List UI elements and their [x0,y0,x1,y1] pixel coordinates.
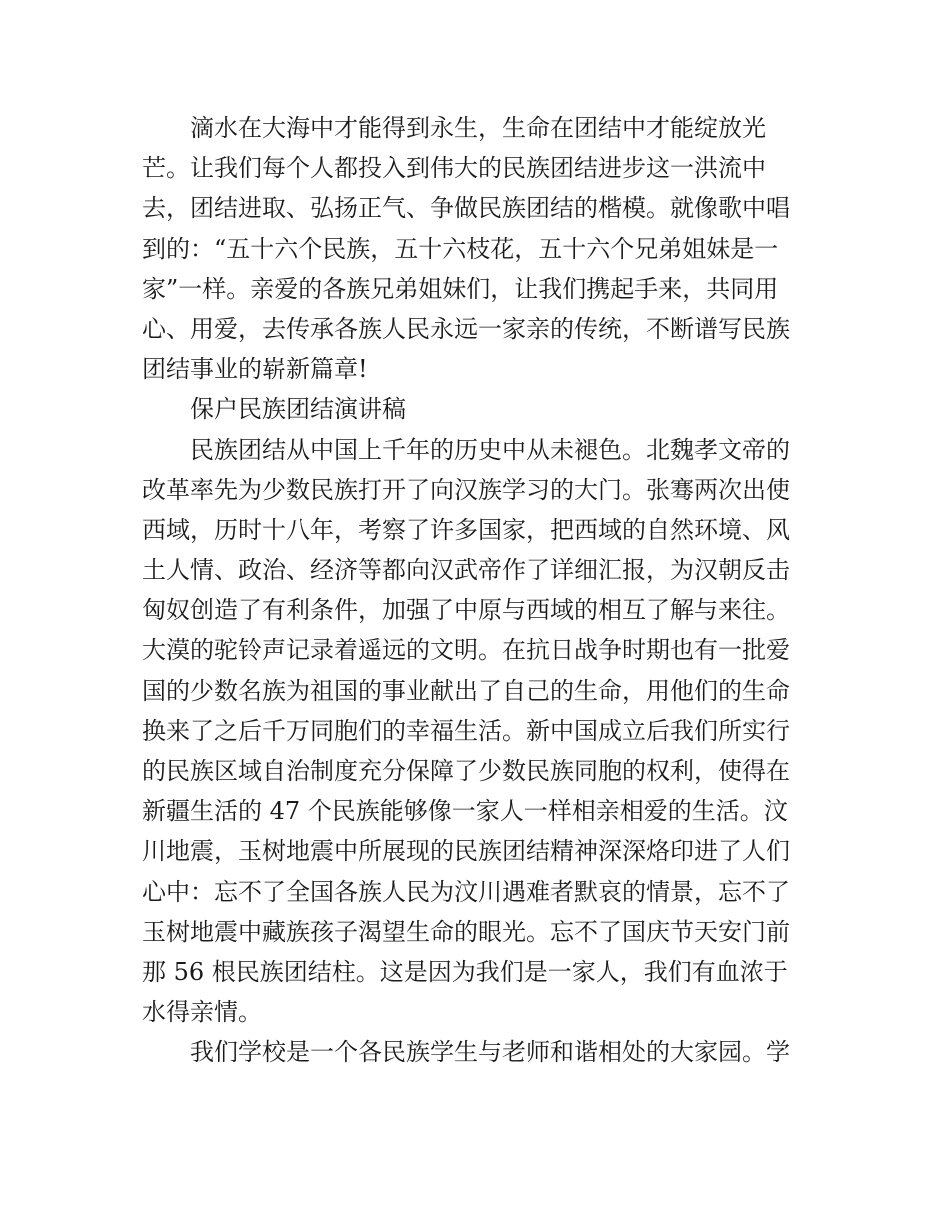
text-line: 那 56 根民族团结柱。这是因为我们是一家人，我们有血浓于 [142,957,788,986]
text-line: 国的少数名族为祖国的事业献出了自己的生命，用他们的生命 [142,676,790,705]
text-line: 大漠的驼铃声记录着遥远的文明。在抗日战争时期也有一批爱 [142,636,790,665]
section-heading: 保户民族团结演讲稿 [190,395,406,424]
text-line: 川地震，玉树地震中所展现的民族团结精神深深烙印进了人们 [142,837,790,866]
text-line: 新疆生活的 47 个民族能够像一家人一样相亲相爱的生活。汶 [142,797,788,826]
text-line: 心、用爱，去传承各族人民永远一家亲的传统，不断谱写民族 [142,314,790,343]
text-line: 土人情、政治、经济等都向汉武帝作了详细汇报，为汉朝反击 [142,556,790,585]
text-line: 匈奴创造了有利条件，加强了中原与西域的相互了解与来往。 [142,596,790,625]
text-line: 民族团结从中国上千年的历史中从未褪色。北魏孝文帝的 [190,435,790,464]
document-body [142,108,822,1073]
text-line: 家”一样。亲爱的各族兄弟姐妹们，让我们携起手来，共同用 [142,274,779,303]
text-line: 改革率先为少数民族打开了向汉族学习的大门。张骞两次出使 [142,475,790,504]
text-line: 去，团结进取、弘扬正气、争做民族团结的楷模。就像歌中唱 [142,194,790,223]
text-line: 到的：“五十六个民族，五十六枝花，五十六个兄弟姐妹是一 [142,234,779,263]
text-line: 换来了之后千万同胞们的幸福生活。新中国成立后我们所实行 [142,716,790,745]
text-line: 团结事业的崭新篇章! [142,355,368,384]
text-line: 心中：忘不了全国各族人民为汶川遇难者默哀的情景，忘不了 [142,877,790,906]
text-line: 的民族区域自治制度充分保障了少数民族同胞的权利，使得在 [142,757,790,785]
text-line: 西域，历时十八年，考察了许多国家，把西域的自然环境、风 [142,515,790,544]
text-line: 我们学校是一个各民族学生与老师和谐相处的大家园。学 [190,1038,790,1067]
text-line: 玉树地震中藏族孩子渴望生命的眼光。忘不了国庆节天安门前 [142,917,790,946]
text-line: 水得亲情。 [142,998,262,1027]
text-line: 芒。让我们每个人都投入到伟大的民族团结进步这一洪流中 [142,154,766,183]
text-line: 滴水在大海中才能得到永生，生命在团结中才能绽放光 [190,114,766,142]
